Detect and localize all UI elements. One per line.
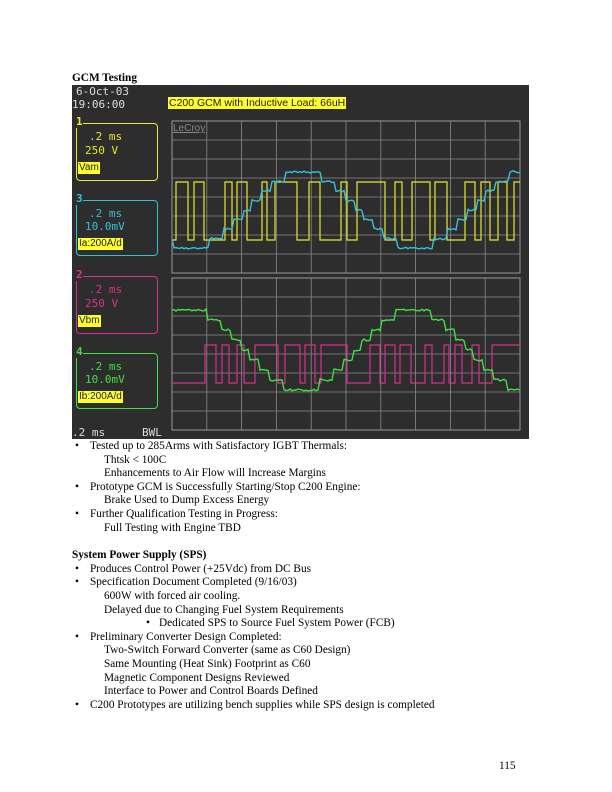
sub-bullet-item: 600W with forced air cooling. xyxy=(104,590,241,602)
channel-2-box xyxy=(76,268,158,334)
sub-bullet-item: Two-Switch Forward Converter (same as C60 Design) xyxy=(104,644,351,657)
channel-4-label: Ib:200A/d xyxy=(79,391,122,402)
scope-title: C200 GCM with Inductive Load: 66uH xyxy=(169,97,346,109)
channel-3-label: Ia:200A/d xyxy=(79,238,122,249)
channel-2-number: 2 xyxy=(76,268,83,281)
bullet-marker: • xyxy=(75,630,79,643)
lecroy-logo: LeCroy xyxy=(173,123,206,134)
channel-4-time: .2 ms xyxy=(89,360,123,373)
channel-2-label: Vbm xyxy=(79,315,100,326)
scope-date: 6-Oct-03 xyxy=(76,85,129,98)
channel-2-time: .2 ms xyxy=(89,283,123,296)
bullet-item: Tested up to 285Arms with Satisfactory IGBT Thermals: xyxy=(90,440,348,452)
oscilloscope-screenshot xyxy=(72,85,529,439)
bullet-item: Produces Control Power (+25Vdc) from DC Bus xyxy=(90,562,311,575)
channel-4-scale: 10.0mV xyxy=(85,373,125,386)
bullet-item: Prototype GCM is Successfully Starting/Stop C200 Engine: xyxy=(90,480,361,493)
scope-time: 19:06:00 xyxy=(72,98,125,111)
sub-bullet-item: Interface to Power and Control Boards Defined xyxy=(104,685,318,698)
channel-1-scale: 250 V xyxy=(85,144,119,157)
channel-2-scale: 250 V xyxy=(85,297,119,310)
heading-sps: System Power Supply (SPS) xyxy=(72,549,207,562)
sub-bullet-item: Enhancements to Air Flow will Increase Margins xyxy=(104,467,326,480)
sub-bullet-item: Full Testing with Engine TBD xyxy=(104,521,241,534)
sub-bullet-item: Delayed due to Changing Fuel System Requirements xyxy=(104,603,344,616)
bullet-marker: • xyxy=(146,617,150,630)
channel-3-number: 3 xyxy=(76,192,83,205)
channel-1-box xyxy=(76,115,158,181)
bullet-marker: • xyxy=(75,440,79,452)
bullet-marker: • xyxy=(75,576,79,589)
channel-1-label: Vam xyxy=(79,162,99,173)
channel-4-number: 4 xyxy=(76,345,83,358)
channel-3-time: .2 ms xyxy=(89,207,123,220)
channel-1-number: 1 xyxy=(76,115,83,128)
sub-bullet-item: Thtsk < 100C xyxy=(104,453,167,466)
bullet-marker: • xyxy=(75,698,79,711)
bullet-item: Preliminary Converter Design Completed: xyxy=(90,630,282,643)
sub-bullet-item: Brake Used to Dump Excess Energy xyxy=(104,494,270,507)
page-number: 115 xyxy=(499,760,516,772)
bullet-item: C200 Prototypes are utilizing bench supplies while SPS design is completed xyxy=(90,698,435,711)
bullet-marker: • xyxy=(75,480,79,493)
bullet-item: Specification Document Completed (9/16/03) xyxy=(90,576,297,589)
bullet-marker: • xyxy=(75,508,79,520)
bwl-indicator: BWL xyxy=(142,426,162,439)
channel-3-box xyxy=(76,192,158,256)
channel-3-scale: 10.0mV xyxy=(85,220,125,233)
bullet-marker: • xyxy=(75,562,79,575)
heading-gcm-testing: GCM Testing xyxy=(72,72,137,84)
channel-4-box xyxy=(76,345,158,409)
bullet-item: Further Qualification Testing in Progress: xyxy=(90,508,278,520)
timebase: .2 ms xyxy=(72,426,106,439)
sub-bullet-item: Same Mounting (Heat Sink) Footprint as C60 xyxy=(104,658,311,670)
sub-bullet-item: Magnetic Component Designs Reviewed xyxy=(104,671,290,684)
channel-1-time: .2 ms xyxy=(89,130,123,143)
sub-sub-bullet-item: Dedicated SPS to Source Fuel System Power (FCB) xyxy=(159,617,395,630)
